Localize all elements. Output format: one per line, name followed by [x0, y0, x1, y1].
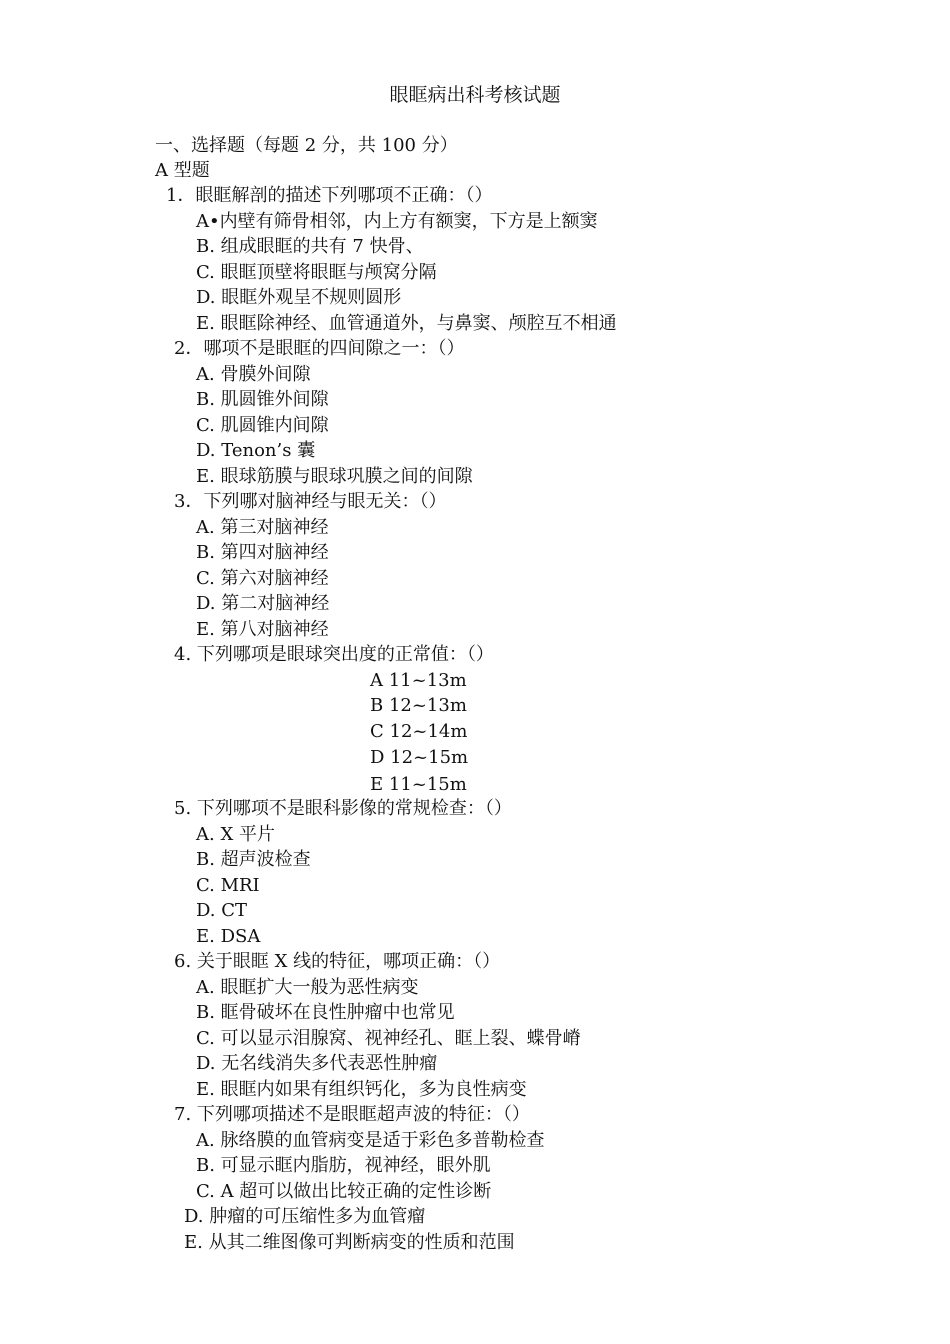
question-7-option-a: A. 脉络膜的血管病变是适于彩色多普勒检查	[196, 1130, 545, 1151]
question-1-option-c: C. 眼眶顶壁将眼眶与颅窝分隔	[196, 262, 437, 283]
question-5-stem: 5. 下列哪项不是眼科影像的常规检查：（）	[174, 798, 512, 819]
page-title: 眼眶病出科考核试题	[389, 84, 561, 106]
question-4-option-a: A 11~13m	[370, 670, 467, 691]
question-3-option-c: C. 第六对脑神经	[196, 568, 329, 589]
question-4-option-d: D 12~15m	[370, 747, 469, 768]
question-6-option-d: D. 无名线消失多代表恶性肿瘤	[196, 1053, 438, 1074]
question-2-stem: 2．哪项不是眼眶的四间隙之一：（）	[174, 338, 465, 359]
question-3-option-a: A. 第三对脑神经	[196, 517, 329, 538]
question-7-option-d: D. 肿瘤的可压缩性多为血管瘤	[184, 1206, 426, 1227]
question-1-option-a: A•内壁有筛骨相邻，内上方有额窦，下方是上额窦	[196, 211, 598, 232]
subsection-heading: A 型题	[155, 160, 210, 181]
question-3-option-d: D. 第二对脑神经	[196, 593, 330, 614]
question-3-option-b: B. 第四对脑神经	[196, 542, 329, 563]
question-5-option-a: A. X 平片	[196, 824, 275, 845]
question-5-option-c: C. MRI	[196, 875, 260, 896]
question-7-stem: 7. 下列哪项描述不是眼眶超声波的特征：（）	[174, 1104, 530, 1125]
question-3-option-e: E. 第八对脑神经	[196, 619, 329, 640]
question-2-option-e: E. 眼球筋膜与眼球巩膜之间的间隙	[196, 466, 473, 487]
question-5-option-d: D. CT	[196, 900, 248, 921]
question-6-option-b: B. 眶骨破坏在良性肿瘤中也常见	[196, 1002, 455, 1023]
question-4-option-e: E 11~15m	[370, 774, 467, 795]
question-4-option-b: B 12~13m	[370, 695, 467, 716]
question-6-stem: 6. 关于眼眶 X 线的特征，哪项正确：（）	[174, 951, 501, 972]
question-4-stem: 4. 下列哪项是眼球突出度的正常值：（）	[174, 644, 494, 665]
question-5-option-e: E. DSA	[196, 926, 261, 947]
question-1-option-e: E. 眼眶除神经、血管通道外，与鼻窦、颅腔互不相通	[196, 313, 617, 334]
question-2-option-c: C. 肌圆锥内间隙	[196, 415, 329, 436]
question-1-stem: 1．眼眶解剖的描述下列哪项不正确：（）	[166, 185, 493, 206]
question-7-option-c: C. A 超可以做出比较正确的定性诊断	[196, 1181, 492, 1202]
question-6-option-a: A. 眼眶扩大一般为恶性病变	[196, 977, 419, 998]
question-6-option-e: E. 眼眶内如果有组织钙化，多为良性病变	[196, 1079, 527, 1100]
question-1-option-b: B. 组成眼眶的共有 7 快骨、	[196, 236, 424, 257]
question-7-option-e: E. 从其二维图像可判断病变的性质和范围	[184, 1232, 515, 1253]
question-4-option-c: C 12~14m	[370, 721, 468, 742]
question-5-option-b: B. 超声波检查	[196, 849, 311, 870]
question-6-option-c: C. 可以显示泪腺窝、视神经孔、眶上裂、蝶骨嵴	[196, 1028, 581, 1049]
question-3-stem: 3．下列哪对脑神经与眼无关：（）	[174, 491, 447, 512]
question-7-option-b: B. 可显示眶内脂肪，视神经，眼外肌	[196, 1155, 491, 1176]
question-1-option-d: D. 眼眶外观呈不规则圆形	[196, 287, 402, 308]
question-2-option-d: D. Tenon’s 囊	[196, 440, 316, 461]
section-heading: 一、选择题（每题 2 分，共 100 分）	[155, 135, 458, 156]
question-2-option-b: B. 肌圆锥外间隙	[196, 389, 329, 410]
question-2-option-a: A. 骨膜外间隙	[196, 364, 311, 385]
